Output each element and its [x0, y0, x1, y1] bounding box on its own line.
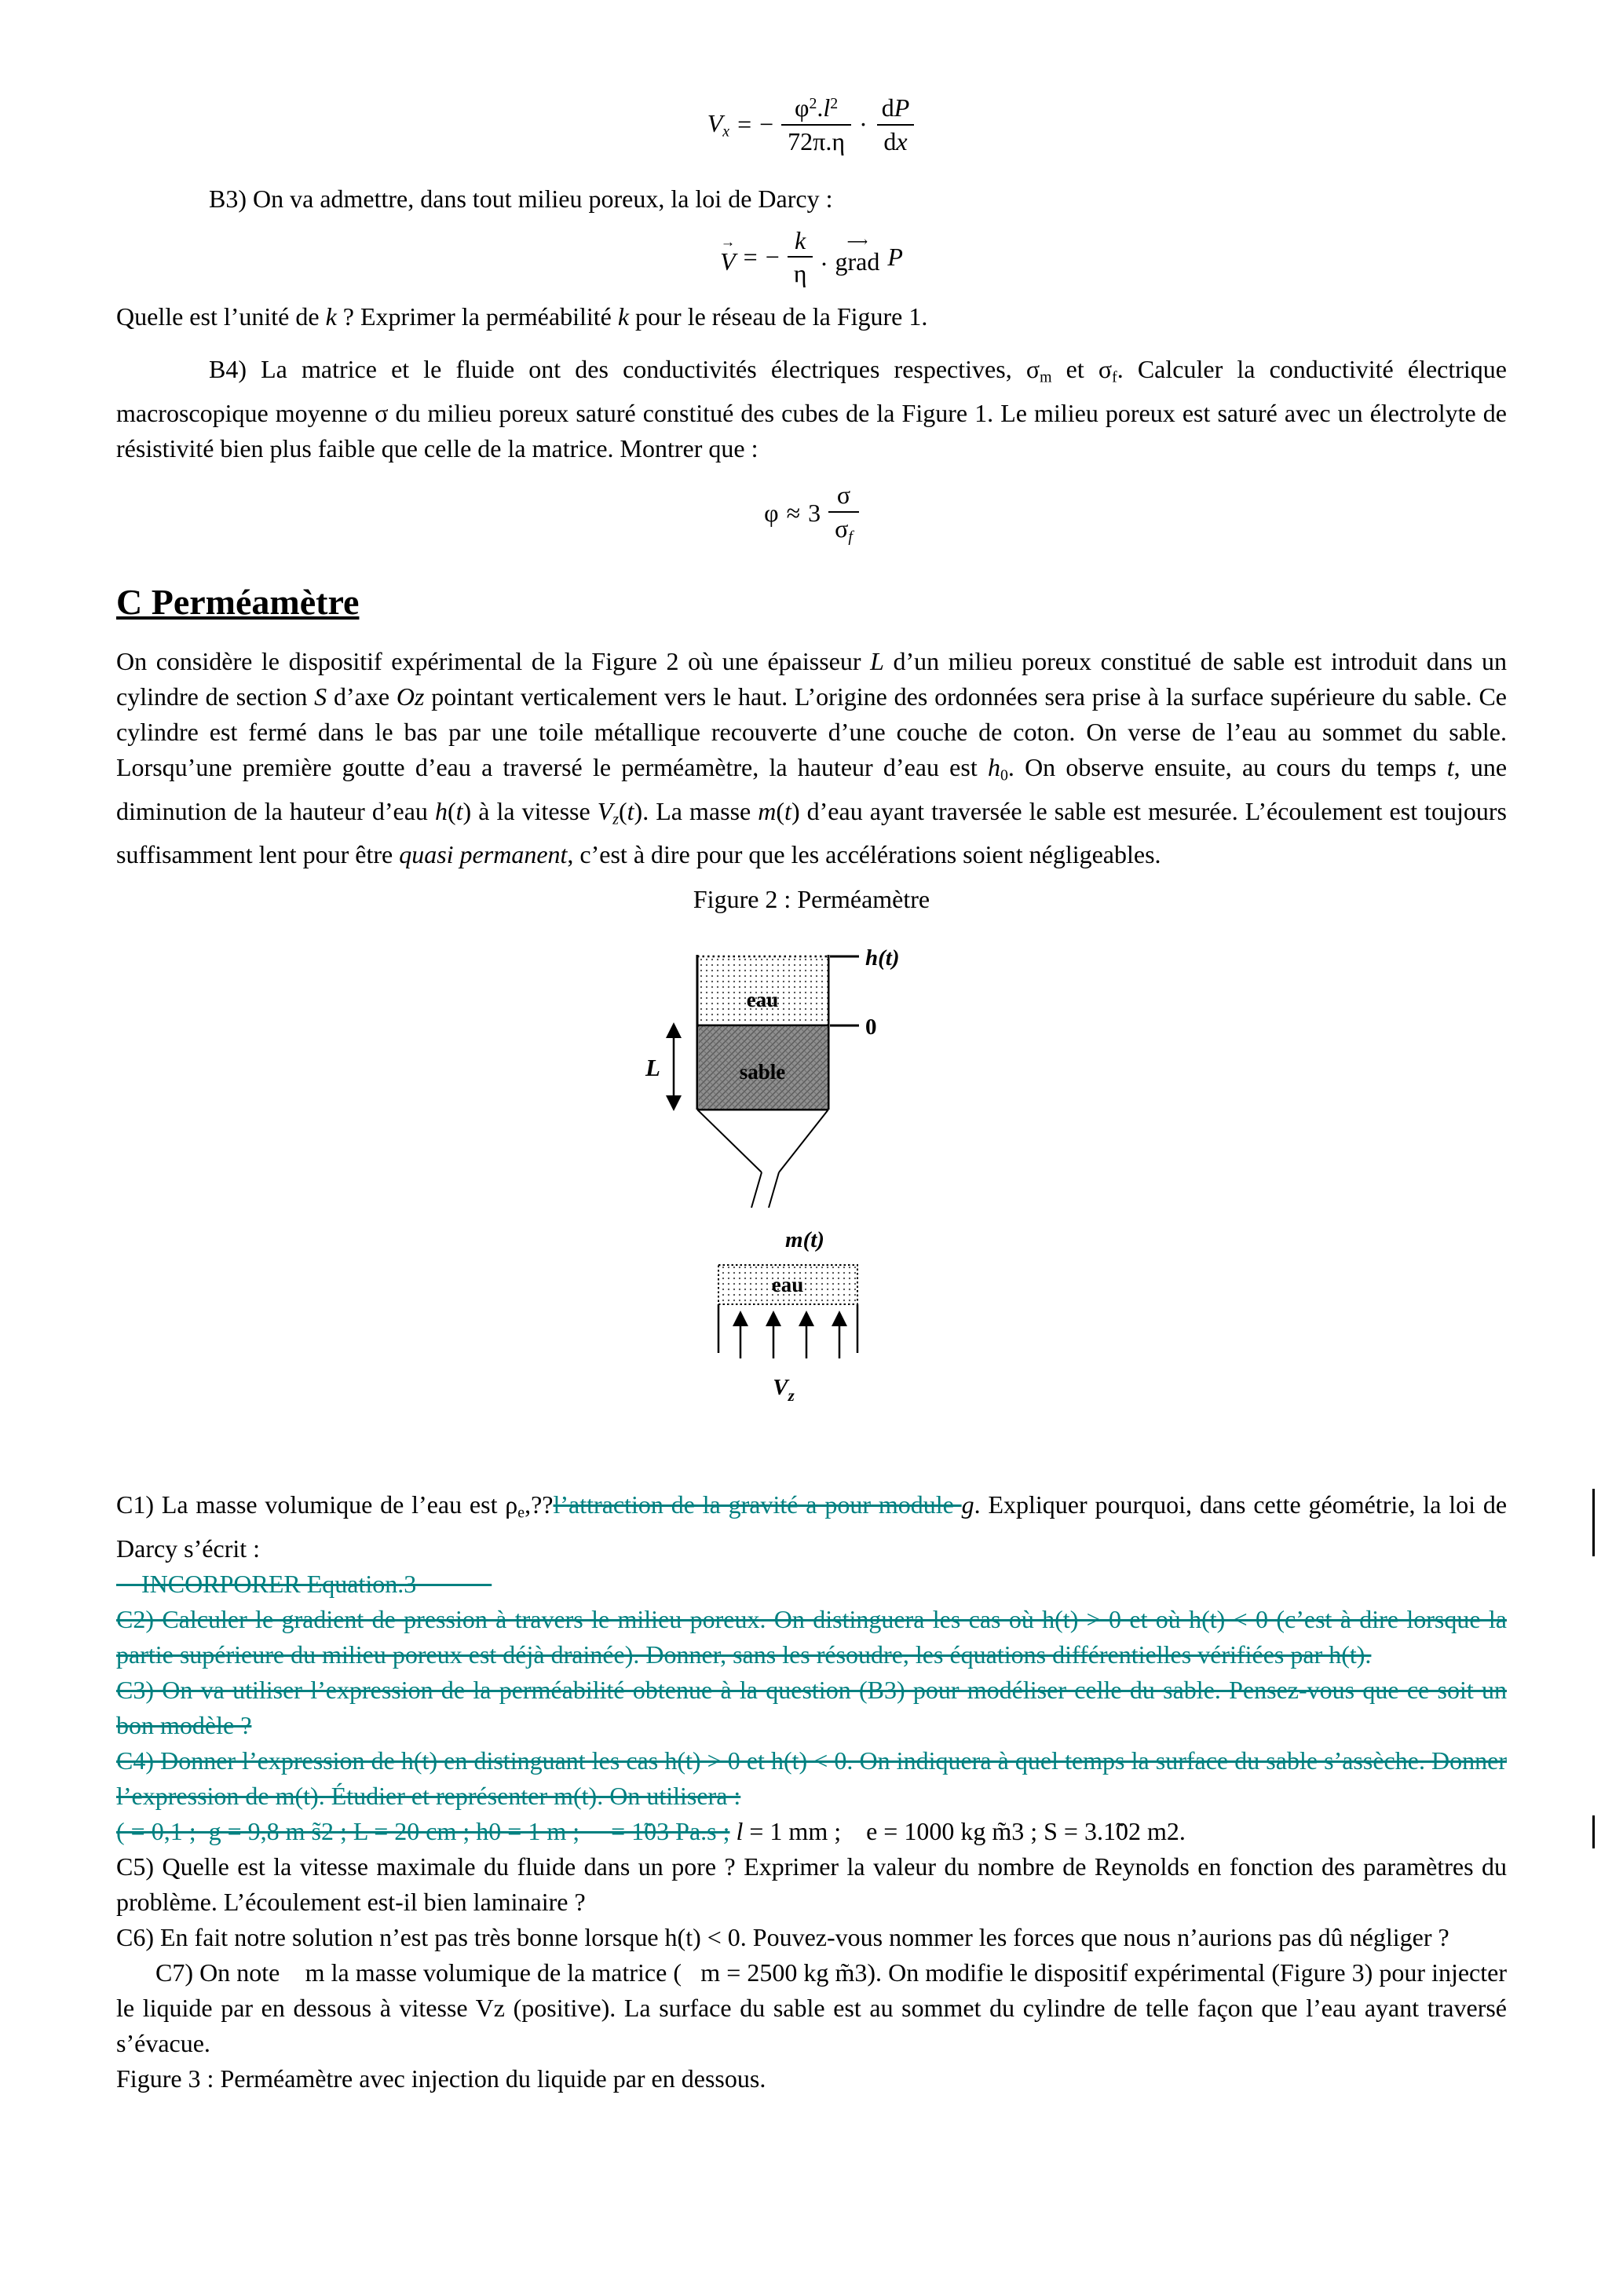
- text-run: .: [817, 93, 824, 122]
- math-approx: ≈: [786, 498, 801, 527]
- math-equals: =: [737, 110, 752, 139]
- revision-change-bar: [1592, 1489, 1595, 1556]
- text-run: l: [823, 93, 831, 122]
- text-run: k: [325, 302, 337, 331]
- paragraph-b4: [116, 352, 1507, 466]
- figure2-caption: Figure 2 : Perméamètre: [693, 885, 930, 914]
- mass-label: m(t): [785, 1227, 824, 1253]
- text-run: , c’est à dire pour que les accélérations soient négligeables.: [567, 840, 1161, 869]
- math-minus: −: [759, 110, 774, 139]
- text-run: h: [434, 796, 448, 825]
- vector-v: [720, 234, 736, 276]
- text-run: ): [462, 796, 472, 825]
- math-fraction: [781, 92, 851, 158]
- math-fraction: [788, 225, 813, 291]
- funnel: [697, 1110, 828, 1208]
- text-run: Oz: [396, 682, 425, 711]
- sand-label: sable: [739, 1060, 786, 1084]
- text-run: . Expliquer pourquoi, dans cette géométrie, la loi de Darcy s’écrit :: [116, 1490, 1508, 1563]
- math-pressure: P: [887, 242, 903, 271]
- text-run: t: [784, 796, 791, 825]
- vector-grad: [835, 234, 880, 276]
- paragraph-b3: [116, 181, 1507, 217]
- text-run: ,??: [525, 1490, 554, 1519]
- math-fraction: [875, 92, 916, 158]
- level-annotations: [830, 945, 900, 1040]
- fraction-denominator: [781, 124, 851, 158]
- paragraph-c5: [116, 1849, 1507, 1920]
- math-dot: .: [821, 242, 828, 271]
- equation-vx: [116, 92, 1507, 158]
- math-equals: =: [743, 242, 758, 271]
- text-run: 2: [830, 95, 839, 113]
- thickness-label: L: [645, 1054, 660, 1082]
- fraction-numerator: [875, 92, 916, 124]
- text-run: φ: [795, 93, 810, 122]
- math-grad: grad: [835, 247, 880, 276]
- text-run: (: [776, 796, 785, 825]
- text-run: l’attraction de la gravité a pour module: [553, 1490, 962, 1519]
- paragraph-incorporer-field: [116, 1567, 1507, 1602]
- text-run: INCORPORER Equation.3: [116, 1569, 492, 1598]
- paragraph-c3-deleted: [116, 1673, 1507, 1743]
- text-run: C1) La masse volumique de l’eau est ρ: [116, 1490, 518, 1519]
- text-run: 72π.η: [788, 126, 846, 155]
- text-run: C5) Quelle est la vitesse maximale du fluide dans un pore ? Exprimer la valeur du nombre de Reynolds en fonction des paramètres du problème. L’écoulement est-il bien laminaire ?: [116, 1852, 1507, 1916]
- text-run: m: [1040, 368, 1052, 386]
- paragraph-c2-deleted: [116, 1602, 1507, 1673]
- text-run: σ: [836, 480, 851, 509]
- permeameter-figure: [628, 925, 978, 1475]
- text-run: ) d’eau ayant traversée le sable est mesurée. L’écoulement est toujours suffisamment lent pour être: [116, 796, 1508, 869]
- fraction-denominator: [877, 124, 913, 158]
- text-run: V: [707, 108, 723, 137]
- text-run: t: [1446, 753, 1454, 782]
- text-run: S: [314, 682, 327, 711]
- figure3-caption: [116, 2061, 1507, 2097]
- math-lhs: [707, 109, 729, 141]
- fraction-numerator: [831, 479, 857, 511]
- text-run: σ: [835, 514, 849, 543]
- text-run: ). La masse: [634, 796, 758, 825]
- beaker: [718, 1265, 857, 1353]
- math-lhs: V: [720, 247, 736, 276]
- text-run: = 1 mm ; e = 1000 kg m̃3 ; S = 3.1̃02 m2.: [743, 1816, 1186, 1845]
- text-run: g: [961, 1490, 974, 1519]
- text-run: d: [883, 126, 897, 155]
- velocity-label: $V_z$: [773, 1375, 795, 1406]
- equation-phi: [116, 479, 1507, 547]
- beaker-water-label: eau: [771, 1273, 804, 1297]
- text-run: pour le réseau de la Figure 1.: [629, 302, 928, 331]
- paragraph-unite-k: [116, 299, 1507, 335]
- text-run: . Calculer la conductivité électrique macroscopique moyenne σ du milieu poreux saturé constitué des cubes de la Figure 1. Le milieu poreux est saturé avec un électrolyte de résistivité bien plus faible que celle de la matrice. Montrer que :: [116, 355, 1507, 462]
- text-run: C6) En fait notre solution n’est pas très bonne lorsque h(t) < 0. Pouvez-vous nommer les forces que nous n’aurions pas dû négliger ?: [116, 1922, 1449, 1951]
- fraction-numerator: [788, 92, 844, 124]
- text-run: C4) Donner l’expression de h(t) en distinguant les cas h(t) > 0 et h(t) < 0. On indiquera à quel temps la surface du sable s’assèche. Donner l’expression de m(t). Étudier et représenter m(t). On utilisera :: [116, 1746, 1507, 1810]
- text-run: P: [894, 93, 910, 122]
- text-run: k: [617, 302, 630, 331]
- water-label: eau: [746, 988, 779, 1012]
- text-run: d’axe: [327, 682, 397, 711]
- text-run: à la vitesse: [471, 796, 598, 825]
- sand-thickness-dimension: [645, 1026, 674, 1108]
- text-run: d: [881, 93, 894, 122]
- text-run: η: [793, 259, 807, 288]
- text-run: k: [795, 225, 806, 254]
- text-run: 2: [809, 95, 817, 113]
- text-run: x: [896, 126, 908, 155]
- text-run: (: [619, 796, 627, 825]
- text-run: B4) La matrice et le fluide ont des conductivités électriques respectives, σ: [209, 355, 1040, 384]
- math-minus: −: [765, 242, 780, 271]
- text-run: ( = 0,1 ; g = 9,8 m s̃2 ; L = 20 cm ; h0 = 1 m ; = 1̃03 Pa.s ;: [116, 1816, 730, 1845]
- fraction-numerator: [788, 225, 812, 257]
- text-run: f: [1112, 368, 1117, 386]
- vector-arrow-icon: ⟶: [846, 234, 868, 251]
- text-run: C2) Calculer le gradient de pression à travers le milieu poreux. On distinguera les cas où h(t) > 0 et où h(t) < 0 (c’est à dire lorsque la partie supérieure du milieu poreux est déjà drainée). Donner, sans les résoudre, les équations différentielles vérifiées par h(t).: [116, 1604, 1507, 1669]
- text-run: e: [517, 1504, 525, 1522]
- paragraph-numeric-values: [116, 1814, 1507, 1849]
- math-phi: φ: [764, 498, 779, 527]
- flow-arrows: [740, 1314, 839, 1358]
- figure2-diagram: [628, 925, 978, 1475]
- text-run: ? Exprimer la perméabilité: [336, 302, 618, 331]
- math-multiply-dot: ·: [859, 110, 868, 139]
- paragraph-c6: [116, 1920, 1507, 1955]
- text-run: V: [597, 796, 613, 825]
- paragraph-c1: [116, 1487, 1507, 1567]
- paragraph-c4-deleted: [116, 1743, 1507, 1814]
- paragraph-c7: [116, 1955, 1507, 2061]
- text-run: t: [455, 796, 463, 825]
- text-run: On considère le dispositif expérimental de la Figure 2 où une épaisseur: [116, 647, 871, 676]
- text-run: B3) On va admettre, dans tout milieu poreux, la loi de Darcy :: [209, 184, 833, 213]
- paragraph-intro-permeametre: [116, 644, 1507, 872]
- text-run: pointant verticalement vers le haut. L’origine des ordonnées sera prise à la surface supérieure du sable. Ce cylindre est fermé dans le bas par une toile métallique recouverte d’une couche de coton. On verse de l’eau au sommet du sable. Lorsqu’une première goutte d’eau a traversé le perméamètre, la hauteur d’eau est: [116, 682, 1508, 782]
- text-run: Quelle est l’unité de: [116, 302, 326, 331]
- math-coefficient: 3: [808, 498, 821, 527]
- text-run: t: [627, 796, 634, 825]
- text-run: z: [612, 810, 619, 828]
- origin-label: 0: [865, 1015, 877, 1040]
- text-run: 0: [1000, 766, 1008, 784]
- text-run: C3) On va utiliser l’expression de la perméabilité obtenue à la question (B3) pour modéliser celle du sable. Pensez-vous que ce soit un bon modèle ?: [116, 1675, 1507, 1739]
- water-height-label: h(t): [865, 945, 900, 971]
- text-run: C7) On note m la masse volumique de la matrice ( m = 2500 kg m̃3). On modifie le dispositif expérimental (Figure 3) pour injecter le liquide par en dessous à vitesse Vz (positive). La surface du sable est au sommet du cylindre de telle façon que l’eau ayant traversé s’évacue.: [116, 1958, 1507, 2057]
- water-region: [699, 958, 828, 1024]
- text-run: f: [848, 528, 853, 546]
- text-run: L: [870, 647, 884, 676]
- section-heading-permeametre: C Perméamètre: [116, 581, 360, 622]
- text-run: quasi permanent: [399, 840, 568, 869]
- text-run: m: [758, 796, 777, 825]
- text-run: h: [987, 753, 1000, 782]
- text-run: (: [447, 796, 456, 825]
- fraction-denominator: [788, 256, 813, 290]
- text-run: d’un milieu poreux constitué de sable est introduit dans un cylindre de section: [116, 647, 1508, 711]
- revision-change-bar: [1592, 1815, 1595, 1848]
- text-run: l: [736, 1816, 744, 1845]
- text-run: , une diminution de la hauteur d’eau: [116, 753, 1508, 825]
- fraction-denominator: [828, 511, 859, 547]
- text-run: Figure 3 : Perméamètre avec injection du liquide par en dessous.: [116, 2064, 766, 2093]
- text-run: x: [722, 122, 730, 141]
- text-run: et σ: [1051, 355, 1113, 384]
- equation-darcy: [116, 225, 1507, 291]
- vector-arrow-icon: →: [720, 234, 736, 251]
- sand-region: [699, 1026, 828, 1109]
- math-fraction: [828, 479, 859, 547]
- text-run: . On observe ensuite, au cours du temps: [1007, 753, 1447, 782]
